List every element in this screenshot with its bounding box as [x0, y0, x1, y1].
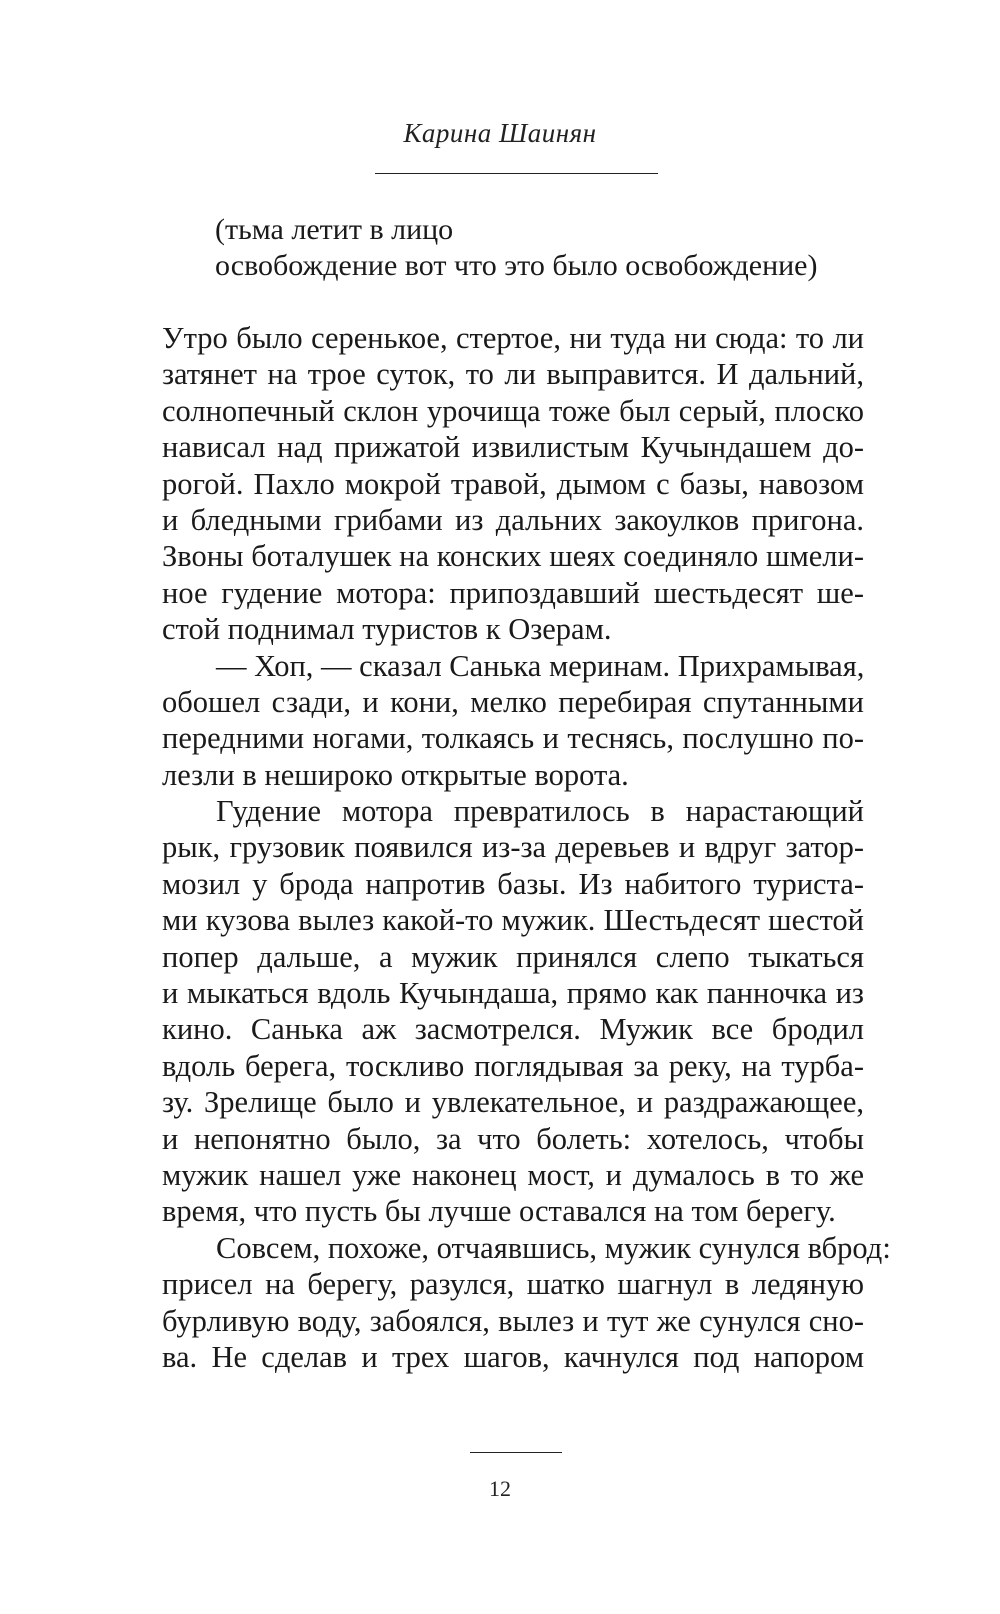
body-text: [162, 320, 891, 1375]
text-line: и мыкаться вдоль Кучындаша, прямо как панночка из: [162, 976, 864, 1011]
page-number: 12: [489, 1476, 511, 1501]
footer-divider: [470, 1452, 562, 1453]
text-line: Звоны боталушек на конских шеях соединяло шмели-: [162, 539, 864, 574]
text-line: присел на берегу, разулся, шатко шагнул в ледяную: [162, 1267, 864, 1302]
text-line: обошел сзади, и кони, мелко перебирая спутанными: [162, 684, 864, 719]
text-line: Утро было серенькое, стертое, ни туда ни сюда: то ли: [162, 321, 864, 355]
text-line: вдоль берега, тоскливо поглядывая за реку, на турба-: [162, 1048, 864, 1083]
text-line: зу. Зрелище было и увлекательное, и раздражающее,: [162, 1085, 864, 1120]
running-header-author: Карина Шаинян: [403, 118, 597, 148]
text-line: лезли в неширoко открытые ворота.: [162, 757, 629, 792]
text-line: мужик нашел уже наконец мост, и думалось в то же: [162, 1157, 864, 1192]
text-line: Совсем, похоже, отчаявшись, мужик сунулся вброд:: [216, 1230, 891, 1265]
text-line: и бледными грибами из дальних закоулков пригона.: [162, 502, 864, 537]
text-line: ми кузова вылез какой-то мужик. Шестьдесят шестой: [162, 903, 864, 938]
text-line: попер дальше, а мужик принялся слепо тыкаться: [162, 939, 864, 974]
text-line: и непонятно было, за что болеть: хотелось, чтобы: [162, 1121, 864, 1156]
text-line: ва. Не сделав и трех шагов, качнулся под напором: [162, 1339, 864, 1374]
text-line: рык, грузовик появился из-за деревьев и вдруг затор-: [162, 830, 864, 865]
epigraph-line: освобождение вот что это было освобождение): [215, 249, 818, 282]
epigraph: [215, 212, 818, 284]
text-line: нависал над прижатой извилистым Кучындашем до-: [162, 430, 864, 465]
text-line: передними ногами, толкаясь и теснясь, послушно по-: [162, 721, 864, 756]
text-line: кино. Санька аж засмотрелся. Мужик все бродил: [162, 1012, 864, 1047]
text-line: Гудение мотора превратилось в нарастающий: [216, 794, 864, 829]
text-line: — Хоп, — сказал Санька меринам. Прихрамывая,: [216, 648, 865, 683]
header-divider: [375, 173, 658, 174]
epigraph-line: (тьма летит в лицо: [215, 213, 454, 246]
text-line: ное гудение мотора: припоздавший шестьдесят ше-: [162, 575, 864, 610]
text-line: рогой. Пахло мокрой травой, дымом с базы, навозом: [162, 466, 864, 501]
text-line: время, что пусть бы лучше оставался на том берегу.: [162, 1194, 836, 1229]
text-line: бурливую воду, забоялся, вылез и тут же сунулся сно-: [162, 1303, 864, 1338]
text-line: мозил у брода напротив базы. Из набитого туриста-: [162, 866, 864, 901]
text-line: стой поднимал туристов к Озерам.: [162, 612, 612, 647]
text-line: затянет на трое суток, то ли выправится. И дальний,: [162, 357, 864, 392]
text-line: солнопечный склон урочища тоже был серый, плоско: [162, 393, 864, 428]
